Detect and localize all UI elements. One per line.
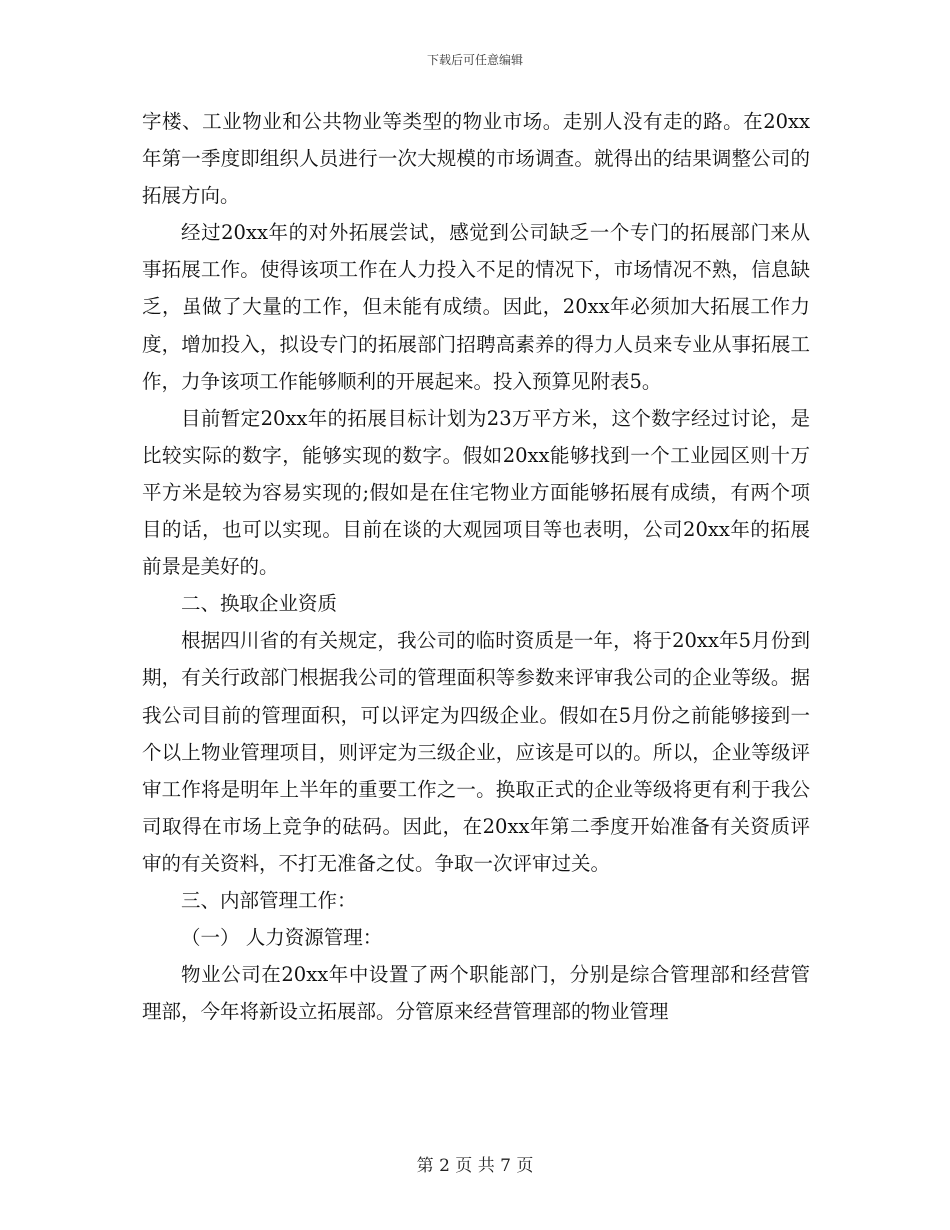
paragraph-hr: 物业公司在20xx年中设置了两个职能部门，分别是综合管理部和经营管理部，今年将新设立拓展部。分管原来经营管理部的物业管理: [142, 963, 810, 1024]
section-heading-qualification: 二、换取企业资质: [181, 592, 338, 616]
paragraph-expansion-attempt: 经过20xx年的对外拓展尝试，感觉到公司缺乏一个专门的拓展部门来从事拓展工作。使得该项工作在人力投入不足的情况下，市场情况不熟，信息缺乏，虽做了大量的工作，但未能有成绩。因此，20xx年必须加大拓展工作力度，增加投入，拟设专门的拓展部门招聘高素养的得力人员来专业从事拓展工作，力争该项工作能够顺利的开展起来。投入预算见附表5。: [142, 221, 810, 393]
page-header: 下载后可任意编辑: [426, 53, 523, 67]
document-body: [142, 103, 810, 1030]
paragraph-continuation: 字楼、工业物业和公共物业等类型的物业市场。走别人没有走的路。在20xx年第一季度即组织人员进行一次大规模的市场调查。就得出的结果调整公司的拓展方向。: [142, 110, 810, 208]
paragraph-qualification: 根据四川省的有关规定，我公司的临时资质是一年，将于20xx年5月份到期，有关行政部门根据我公司的管理面积等参数来评审我公司的企业等级。据我公司目前的管理面积，可以评定为四级企业。假如在5月份之前能够接到一个以上物业管理项目，则评定为三级企业，应该是可以的。所以，企业等级评审工作将是明年上半年的重要工作之一。换取正式的企业等级将更有利于我公司取得在市场上竞争的砝码。因此，在20xx年第二季度开始准备有关资质评审的有关资料，不打无准备之仗。争取一次评审过关。: [142, 629, 810, 875]
subsection-heading-hr: （一） 人力资源管理：: [181, 926, 383, 950]
section-heading-internal-management: 三、内部管理工作：: [181, 888, 357, 912]
page-footer: 第 2 页 共 7 页: [416, 1156, 534, 1176]
paragraph-expansion-target: 目前暂定20xx年的拓展目标计划为23万平方米，这个数字经过讨论，是比较实际的数字，能够实现的数字。假如20xx能够找到一个工业园区则十万平方米是较为容易实现的;假如是在住宅物业方面能够拓展有成绩，有两个项目的话，也可以实现。目前在谈的大观园项目等也表明，公司20xx年的拓展前景是美好的。: [142, 406, 810, 579]
